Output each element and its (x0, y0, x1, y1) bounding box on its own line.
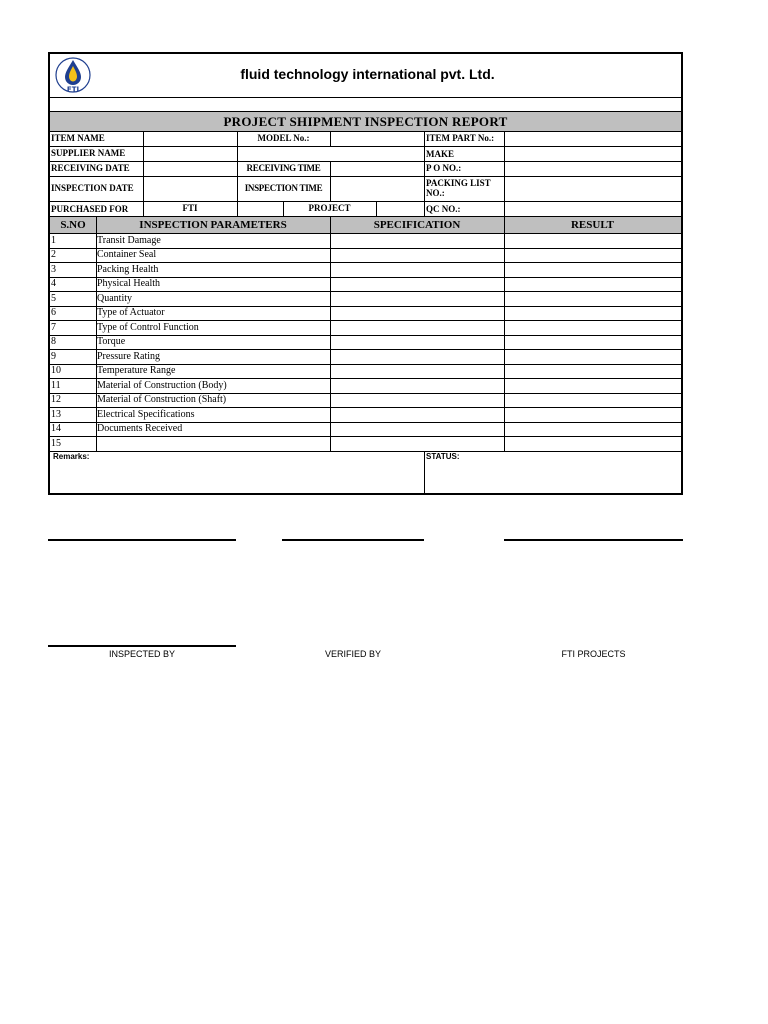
row-sno: 6 (51, 307, 56, 318)
table-row (50, 292, 681, 306)
row-specification-cell[interactable] (331, 408, 504, 422)
col-header-sno: S.NO (60, 219, 86, 231)
row-parameter: Material of Construction (Body) (97, 380, 227, 391)
row-result-cell[interactable] (505, 364, 681, 378)
remarks-label: Remarks: (53, 452, 90, 461)
verified-by-label: VERIFIED BY (324, 649, 381, 659)
col-header-result: RESULT (570, 219, 614, 231)
row-specification-cell[interactable] (331, 306, 504, 320)
row-result-cell[interactable] (505, 248, 681, 262)
table-row (50, 422, 681, 436)
company-name: fluid technology international pvt. Ltd. (240, 66, 495, 82)
table-row (50, 364, 681, 378)
row-parameter: Documents Received (97, 423, 183, 434)
po-no-label: P O NO.: (426, 163, 462, 173)
row-parameter: Type of Control Function (97, 322, 199, 333)
row-result-cell[interactable] (505, 321, 681, 335)
signature-line-upper-middle (282, 539, 424, 541)
table-row (50, 408, 681, 422)
row-sno: 8 (51, 336, 56, 347)
packing-list-no-label: PACKING LIST NO.: (426, 178, 491, 198)
row-sno: 3 (51, 264, 56, 275)
row-parameter: Physical Health (97, 278, 161, 289)
receiving-date-field[interactable] (144, 162, 237, 176)
qc-no-label: QC NO.: (426, 204, 461, 214)
inspection-time-field[interactable] (331, 177, 424, 201)
table-row (50, 379, 681, 393)
item-part-no-label: ITEM PART No.: (426, 133, 495, 143)
row-parameter: Container Seal (97, 249, 157, 260)
row-sno: 12 (51, 394, 61, 405)
col-header-specification: SPECIFICATION (373, 219, 461, 231)
item-name-field[interactable] (144, 132, 237, 146)
row-parameter: Quantity (97, 293, 132, 304)
item-name-label: ITEM NAME (51, 133, 105, 143)
row-result-cell[interactable] (505, 437, 681, 451)
table-row (50, 234, 681, 248)
row-sno: 14 (51, 423, 61, 434)
row-result-cell[interactable] (505, 335, 681, 349)
po-no-field[interactable] (505, 162, 681, 176)
row-specification-cell[interactable] (331, 292, 504, 306)
row-specification-cell[interactable] (331, 248, 504, 262)
remarks-field[interactable] (51, 462, 423, 493)
table-row (50, 437, 681, 451)
make-label: MAKE (426, 149, 454, 159)
make-field[interactable] (505, 147, 681, 161)
signature-line-upper-right (504, 539, 683, 541)
row-sno: 9 (51, 351, 56, 362)
table-row (50, 393, 681, 407)
row-specification-cell[interactable] (331, 422, 504, 436)
row-result-cell[interactable] (505, 408, 681, 422)
table-row (50, 263, 681, 277)
inspection-report-form (48, 52, 683, 495)
row-sno: 13 (51, 409, 61, 420)
packing-list-no-field[interactable] (505, 177, 681, 201)
row-parameter: Electrical Specifications (97, 409, 195, 420)
inspection-date-field[interactable] (144, 177, 237, 201)
receiving-time-label: RECEIVING TIME (246, 163, 321, 173)
row-result-cell[interactable] (505, 277, 681, 291)
row-specification-cell[interactable] (331, 321, 504, 335)
purchased-for-label: PURCHASED FOR (51, 204, 129, 214)
model-no-label: MODEL No.: (257, 133, 310, 143)
status-field[interactable] (426, 462, 680, 493)
logo-text: FTI (66, 85, 80, 94)
row-parameter: Transit Damage (97, 235, 161, 246)
signature-line-upper-left (48, 539, 236, 541)
row-sno: 10 (51, 365, 61, 376)
project-field[interactable] (377, 202, 424, 216)
table-row (50, 350, 681, 364)
row-sno: 5 (51, 293, 56, 304)
row-specification-cell[interactable] (331, 379, 504, 393)
table-row (50, 335, 681, 349)
row-result-cell[interactable] (505, 350, 681, 364)
qc-no-field[interactable] (505, 202, 681, 216)
inspection-time-label: INSPECTION TIME (244, 183, 323, 193)
inspected-by-label: INSPECTED BY (108, 649, 175, 659)
row-sno: 1 (51, 235, 56, 246)
row-specification-cell[interactable] (331, 234, 504, 248)
row-result-cell[interactable] (505, 263, 681, 277)
supplier-name-field[interactable] (144, 147, 424, 161)
row-parameter: Material of Construction (Shaft) (97, 394, 227, 405)
table-row (50, 321, 681, 335)
receiving-time-field[interactable] (331, 162, 424, 176)
row-specification-cell[interactable] (331, 263, 504, 277)
model-no-field[interactable] (331, 132, 424, 146)
col-header-inspection-parameters: INSPECTION PARAMETERS (139, 219, 287, 231)
row-sno: 7 (51, 322, 56, 333)
row-result-cell[interactable] (505, 306, 681, 320)
row-parameter: Packing Health (97, 264, 159, 275)
row-result-cell[interactable] (505, 234, 681, 248)
row-sno: 15 (51, 438, 61, 449)
row-specification-cell[interactable] (331, 364, 504, 378)
row-result-cell[interactable] (505, 292, 681, 306)
row-specification-cell[interactable] (331, 350, 504, 364)
item-part-no-field[interactable] (505, 132, 681, 146)
row-result-cell[interactable] (505, 379, 681, 393)
fti-projects-label: FTI PROJECTS (561, 649, 626, 659)
table-row (50, 306, 681, 320)
row-specification-cell[interactable] (331, 437, 504, 451)
receiving-date-label: RECEIVING DATE (51, 163, 130, 173)
inspection-date-label: INSPECTION DATE (51, 183, 134, 193)
table-row (50, 248, 681, 262)
row-parameter: Temperature Range (97, 365, 176, 376)
signature-line-inspected-by (48, 645, 236, 647)
project-label: PROJECT (308, 203, 351, 213)
supplier-name-label: SUPPLIER NAME (51, 148, 126, 158)
row-sno: 4 (51, 278, 56, 289)
row-specification-cell[interactable] (331, 277, 504, 291)
report-title: PROJECT SHIPMENT INSPECTION REPORT (223, 114, 508, 129)
row-parameter: Type of Actuator (97, 307, 165, 318)
status-label: STATUS: (426, 452, 460, 461)
row-parameter: Torque (97, 336, 126, 347)
row-specification-cell[interactable] (331, 393, 504, 407)
row-parameter: Pressure Rating (97, 351, 161, 362)
purchased-for-value: FTI (182, 203, 198, 213)
row-result-cell[interactable] (505, 393, 681, 407)
row-specification-cell[interactable] (331, 335, 504, 349)
row-sno: 2 (51, 249, 56, 260)
row-result-cell[interactable] (505, 422, 681, 436)
row-sno: 11 (51, 380, 61, 391)
table-row (50, 277, 681, 291)
company-logo (54, 55, 92, 95)
